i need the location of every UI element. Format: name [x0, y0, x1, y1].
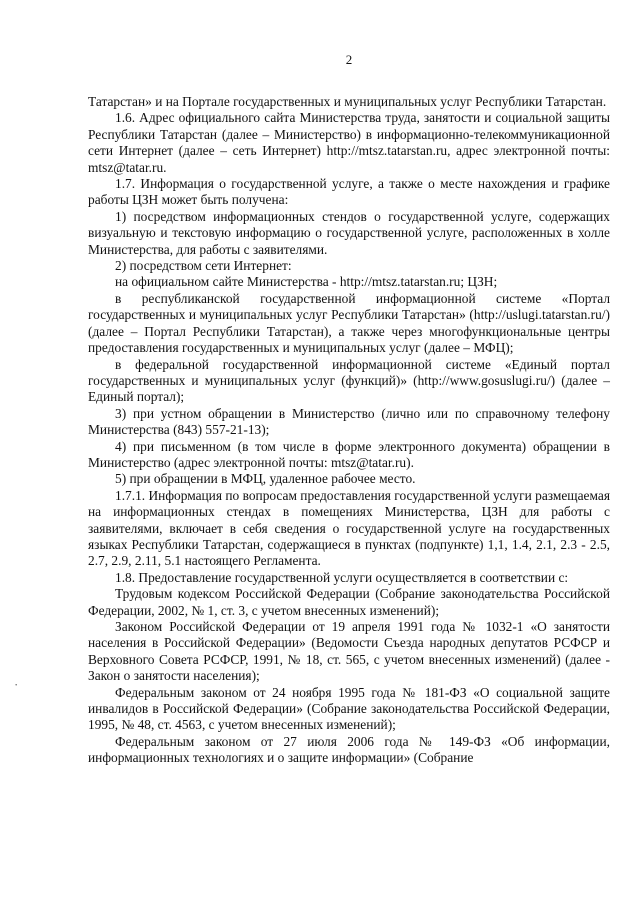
paragraph-ministry-site: на официальном сайте Министерства - http://mtsz.tatarstan.ru; ЦЗН; [115, 274, 498, 290]
paragraph-item-1-stands: 1) посредством информационных стендов о государственной услуге, содержащих визуальную и текстовую информацию о государственной услуге, расположенных в холле Министерства, для работы с заявителями. [88, 208, 610, 257]
paragraph-1-6-website: 1.6. Адрес официального сайта Министерства труда, занятости и социальной защиты Республики Татарстан (далее – Министерство) в информационно-телекоммуникационной сети Интернет (далее – сеть Интернет) http://mtsz.tatarstan.ru, адрес электронной почты: mtsz@tatar.ru. [88, 110, 610, 175]
paragraph-continuation: Татарстан» и на Портале государственных и муниципальных услуг Республики Татарстан. [88, 94, 607, 109]
document-page [88, 52, 610, 767]
paragraph-regional-portal: в республиканской государственной информационной системе «Портал государственных и муниципальных услуг Республики Татарстан» (http://uslugi.tatarstan.ru/) (далее – Портал Республики Татарстан), а также через многофункциональные центры предоставления государственных и муниципальных услуг (далее – МФЦ); [88, 290, 610, 356]
paragraph-1-7-1-stands-info: 1.7.1. Информация по вопросам предоставления государственной услуги размещаемая на информационных стендах в помещениях Министерства, ЦЗН для работы с заявителями, включает в себя сведения о государственной услуге на государственных языках Республики Татарстан, содержащиеся в пунктах (подпункте) 1,1, 1.4, 2.1, 2.3 - 2.5, 2.7, 2.9, 2.11, 5.1 настоящего Регламента. [88, 487, 610, 569]
paragraph-item-4-written: 4) при письменном (в том числе в форме электронного документа) обращении в Министерство (адрес электронной почты: mtsz@tatar.ru). [88, 438, 610, 470]
scan-margin-mark: · [14, 677, 19, 692]
paragraph-federal-portal: в федеральной государственной информационной системе «Единый портал государственных и муниципальных услуг (функций)» (http://www.gosuslugi.ru/) (далее – Единый портал); [88, 356, 610, 405]
paragraph-1-7-information: 1.7. Информация о государственной услуге, а также о месте нахождения и графике работы ЦЗН может быть получена: [88, 176, 610, 208]
paragraph-1-8-legal-basis: 1.8. Предоставление государственной услуги осуществляется в соответствии с: [115, 569, 569, 585]
paragraph-item-3-oral: 3) при устном обращении в Министерство (лично или по справочному телефону Министерства (843) 557-21-13); [88, 405, 610, 438]
paragraph-employment-law: Законом Российской Федерации от 19 апреля 1991 года № 1032-1 «О занятости населения в Российской Федерации» (Ведомости Съезда народных депутатов РСФСР и Верховного Совета РСФСР, 1991, № 18, ст. 565, с учетом внесенных изменений) (далее - Закон о занятости населения); [88, 619, 610, 684]
paragraph-disability-law: Федеральным законом от 24 ноября 1995 года № 181-ФЗ «О социальной защите инвалидов в Российской Федерации» (Собрание законодательства Российской Федерации, 1995, № 48, ст. 4563, с учетом внесенных изменений); [88, 684, 610, 733]
paragraph-item-2-internet: 2) посредством сети Интернет: [115, 258, 292, 274]
page-number: 2 [345, 52, 353, 67]
paragraph-labor-code: Трудовым кодексом Российской Федерации (Собрание законодательства Российской Федерации, 2002, № 1, ст. 3, с учетом внесенных изменений); [88, 586, 610, 618]
paragraph-information-law: Федеральным законом от 27 июля 2006 года № 149-ФЗ «Об информации, информационных технологиях и о защите информации» (Собрание [88, 733, 610, 766]
paragraph-item-5-mfc: 5) при обращении в МФЦ, удаленное рабочее место. [115, 471, 416, 487]
